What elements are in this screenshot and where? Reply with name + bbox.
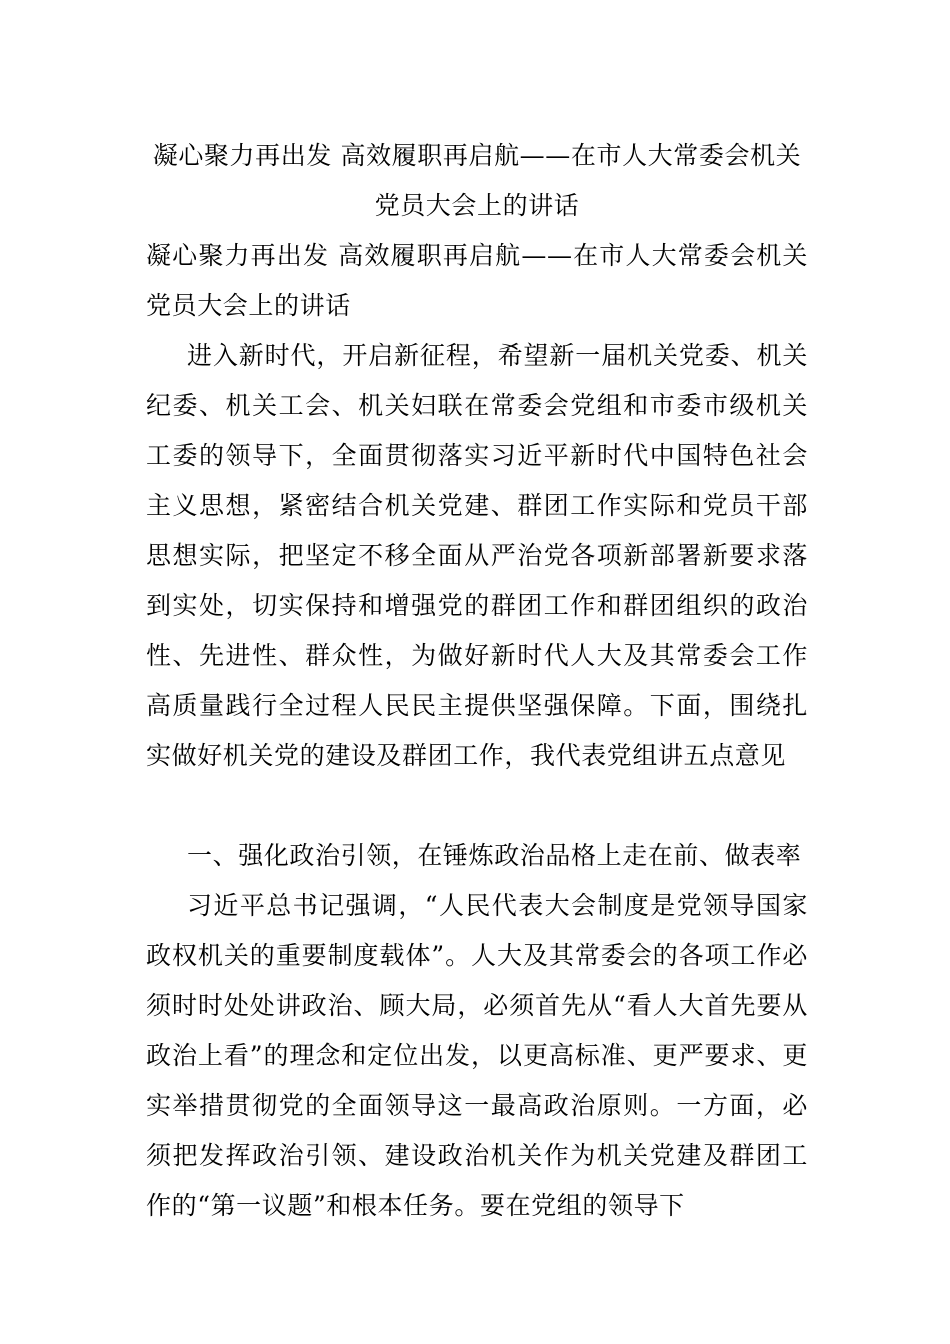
section-one-heading: 一、强化政治引领，在锤炼政治品格上走在前、做表率 (187, 841, 802, 870)
intro-paragraph: 进入新时代，开启新征程，希望新一届机关党委、机关纪委、机关工会、机关妇联在常委会党组和市委市级机关工委的领导下，全面贯彻落实习近平新时代中国特色社会主义思想，紧密结合机关党建、群团工作实际和党员干部思想实际，把坚定不移全面从严治党各项新部署新要求落到实处，切实保持和增强党的群团工作和群团组织的政治性、先进性、群众性，为做好新时代人大及其常委会工作高质量践行全过程人民民主提供坚强保障。下面，围绕扎实做好机关党的建设及群团工作，我代表党组讲五点意见 (146, 341, 808, 770)
paragraph-spacer (146, 781, 808, 831)
document-title: 凝心聚力再出发 高效履职再启航——在市人大常委会机关党员大会上的讲话 (152, 141, 802, 220)
document-subtitle: 凝心聚力再出发 高效履职再启航——在市人大常委会机关党员大会上的讲话 (146, 241, 808, 320)
document-body (146, 131, 808, 1231)
section-one-paragraph: 习近平总书记强调，“人民代表大会制度是党领导国家政权机关的重要制度载体”。人大及其常委会的各项工作必须时时处处讲政治、顾大局，必须首先从“看人大首先要从政治上看”的理念和定位出发，以更高标准、更严要求、更实举措贯彻党的全面领导这一最高政治原则。一方面，必须把发挥政治引领、建设政治机关作为机关党建及群团工作的“第一议题”和根本任务。要在党组的领导下 (146, 891, 808, 1220)
